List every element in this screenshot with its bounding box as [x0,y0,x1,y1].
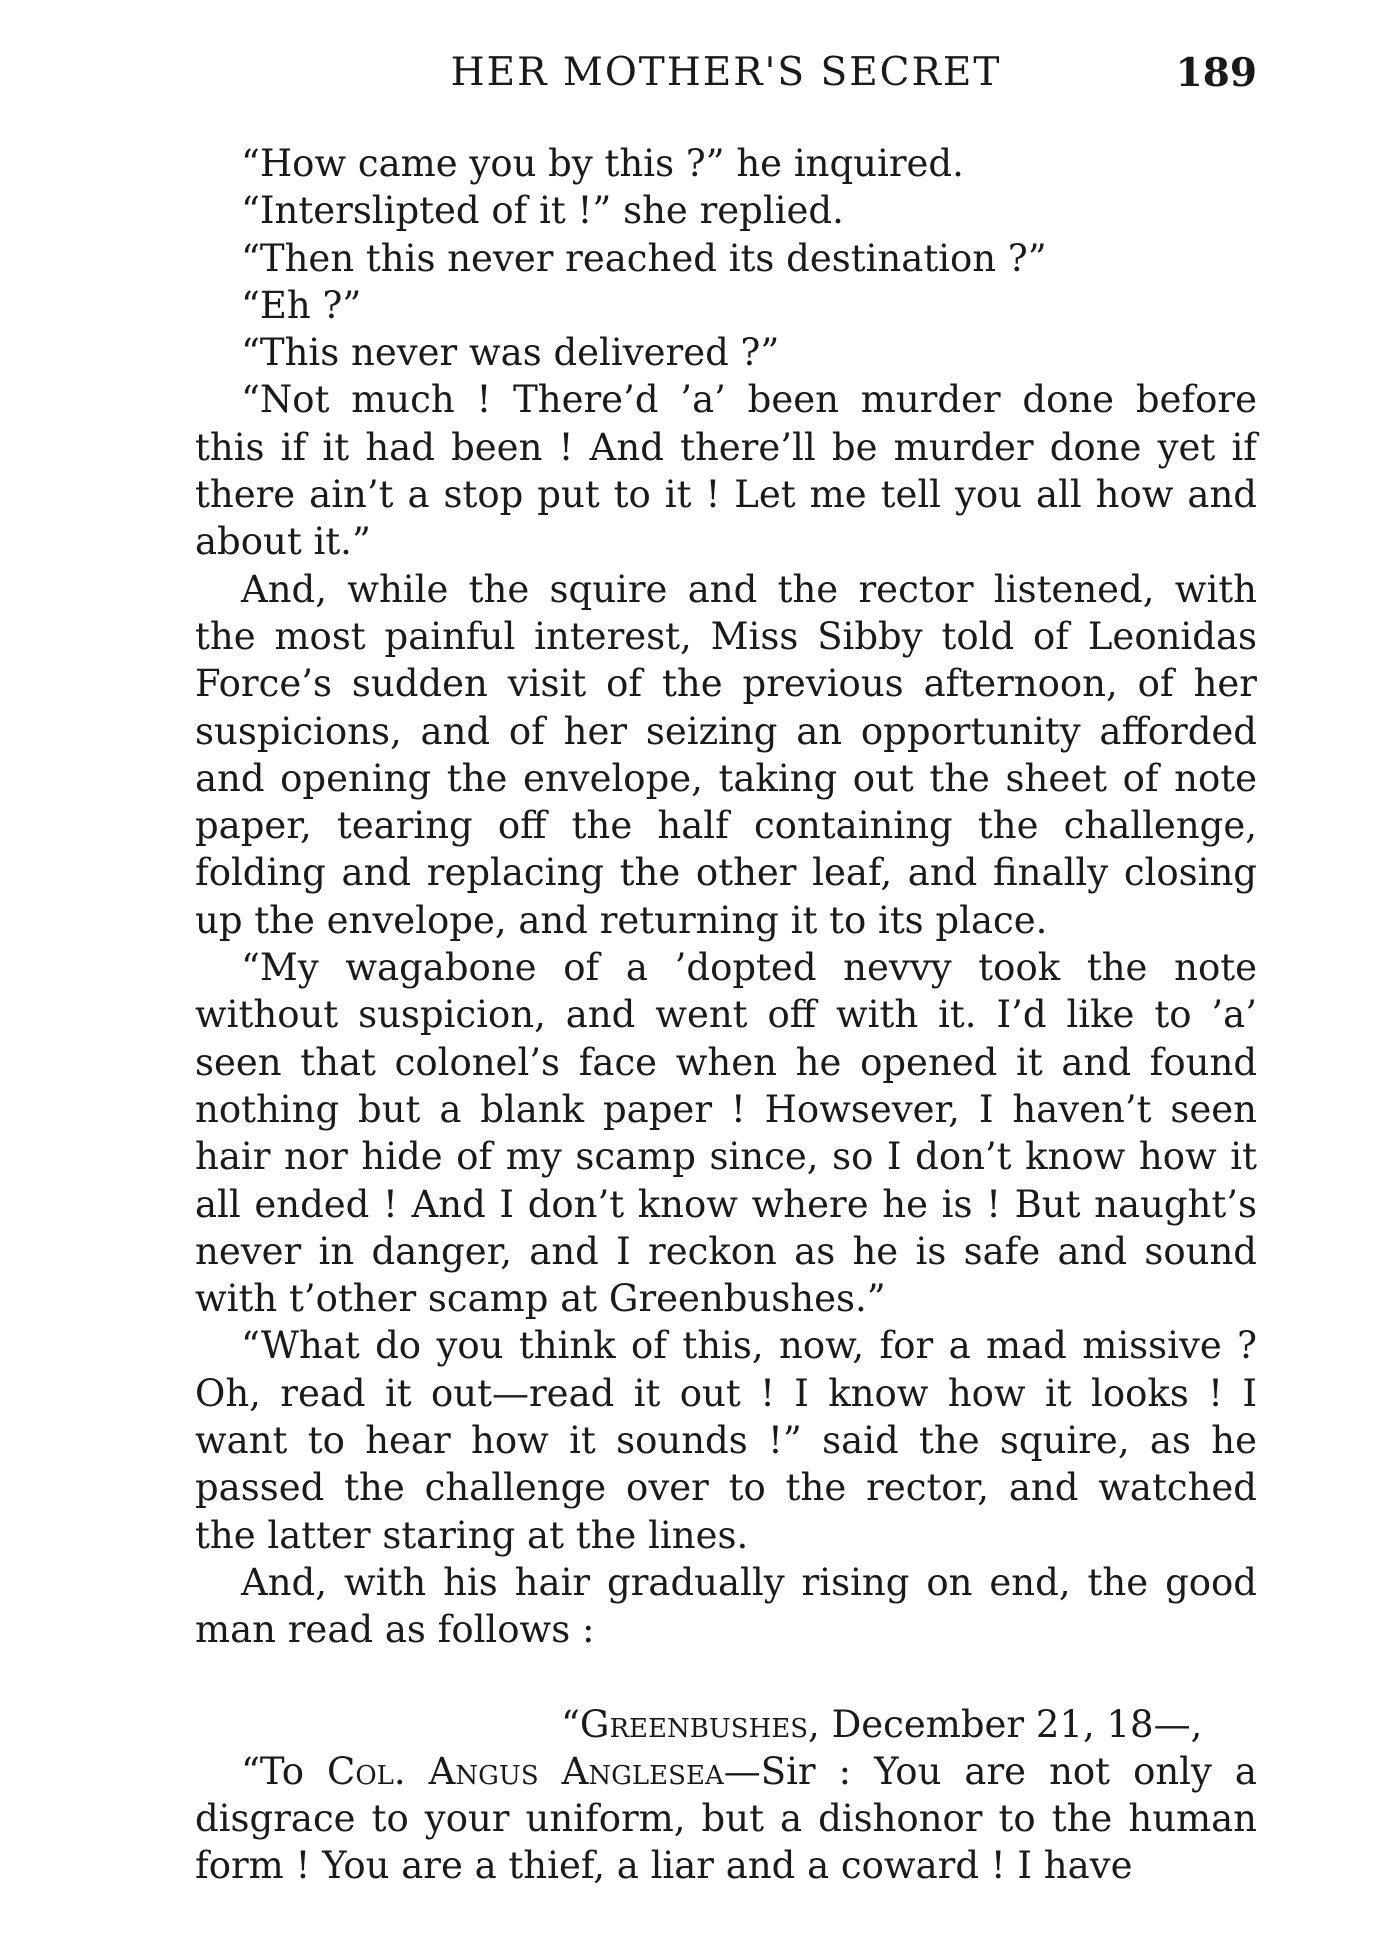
letter-salutation [195,1748,1257,1890]
salutation-name: Col. Angus Anglesea [327,1749,724,1793]
salutation-open: “To [241,1749,328,1793]
paragraph: “Not much ! There’d ’a’ been murder done before this if it had been ! And there’ll be murder done yet if there ain’t a stop put to it ! Let me tell you all how and about it.” [195,378,1257,564]
paragraph: “What do you think of this, now, for a mad missive ? Oh, read it out—read it out ! I know how it looks ! I want to hear how it sounds !” said the squire, as he passed the challenge over to the rector, and watched the latter staring at the lines. [195,1324,1257,1557]
letter-dateline [195,1701,1257,1748]
running-header [195,48,1257,98]
paragraph: “Then this never reached its destination ?” [241,236,1047,280]
dateline-date: December 21, 18—, [819,1702,1203,1746]
paragraph: “Interslipted of it !” she replied. [241,189,844,233]
page-body [195,140,1257,1890]
paragraph: And, with his hair gradually rising on end, the good man read as follows : [195,1560,1257,1652]
paragraph: “My wagabone of a ’dopted nevvy took the note without suspicion, and went off with it. I’d like to ’a’ seen that colonel’s face when he opened it and found nothing but a blank paper ! Howsever, I haven’t seen hair nor hide of my scamp since, so I don’t know how it all ended ! And I don’t know where he is ! But naught’s never in danger, and I reckon as he is safe and sound with t’other scamp at Greenbushes.” [195,946,1257,1321]
dateline-place: “Greenbushes, [561,1702,820,1746]
running-title: HER MOTHER'S SECRET [450,50,1002,95]
section-gap [195,1654,1257,1701]
paragraph: And, while the squire and the rector listened, with the most painful interest, Miss Sibby told of Leonidas Force’s sudden visit of the previous afternoon, of her suspicions, and of her seizing an opportunity afforded and opening the envelope, taking out the sheet of note paper, tearing off the half containing the challenge, folding and replacing the other leaf, and finally closing up the envelope, and returning it to its place. [195,567,1257,942]
salutation-rest: —Sir : You are not only a disgrace to your uniform, but a dishonor to the human form ! You are a thief, a liar and a coward ! I have [195,1749,1257,1888]
paragraph: “Eh ?” [241,283,362,327]
paragraph: “This never was delivered ?” [241,331,780,375]
paragraph: “How came you by this ?” he inquired. [241,142,964,185]
page-number: 189 [1175,50,1257,96]
